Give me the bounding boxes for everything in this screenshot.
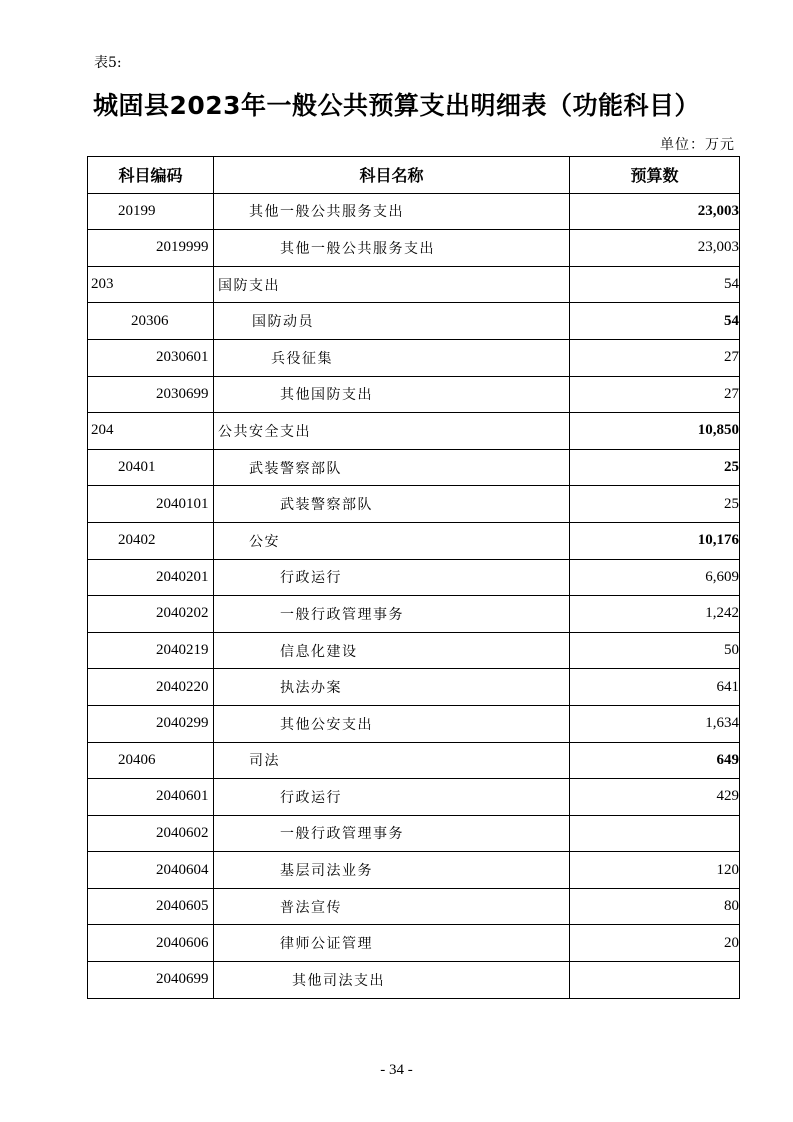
table-row (88, 230, 740, 267)
table-row (88, 266, 740, 303)
table-row (88, 449, 740, 486)
table-label: 表5: (94, 55, 122, 71)
row-code: 2040699 (88, 962, 214, 999)
row-amount: 54 (570, 303, 740, 340)
row-code: 2040201 (88, 559, 214, 596)
row-code: 203 (88, 266, 214, 303)
row-code: 2040202 (88, 596, 214, 633)
row-name: 行政运行 (214, 779, 570, 816)
header-amount: 预算数 (570, 157, 740, 194)
row-code: 2040606 (88, 925, 214, 962)
page-number: - 34 - (380, 1062, 413, 1078)
row-name: 其他一般公共服务支出 (214, 193, 570, 230)
row-name: 其他公安支出 (214, 705, 570, 742)
page-title: 城固县2023年一般公共预算支出明细表（功能科目） (92, 91, 701, 120)
row-amount: 6,609 (570, 559, 740, 596)
table-row (88, 413, 740, 450)
header-code: 科目编码 (88, 157, 214, 194)
table-row (88, 339, 740, 376)
row-code: 20402 (88, 522, 214, 559)
row-name: 其他一般公共服务支出 (214, 230, 570, 267)
row-name: 一般行政管理事务 (214, 815, 570, 852)
table-row (88, 632, 740, 669)
row-code: 2030699 (88, 376, 214, 413)
row-name: 武装警察部队 (214, 486, 570, 523)
row-code: 2040220 (88, 669, 214, 706)
row-amount: 649 (570, 742, 740, 779)
row-amount (570, 815, 740, 852)
row-amount: 25 (570, 486, 740, 523)
row-amount: 429 (570, 779, 740, 816)
table-row (88, 559, 740, 596)
table-header-row (88, 157, 740, 194)
row-name: 国防支出 (214, 266, 570, 303)
row-code: 20199 (88, 193, 214, 230)
table-row (88, 193, 740, 230)
table-row (88, 925, 740, 962)
row-amount: 25 (570, 449, 740, 486)
row-amount: 50 (570, 632, 740, 669)
row-name: 信息化建设 (214, 632, 570, 669)
table-row (88, 303, 740, 340)
row-code: 2040219 (88, 632, 214, 669)
row-amount: 1,242 (570, 596, 740, 633)
row-name: 一般行政管理事务 (214, 596, 570, 633)
row-code: 2040604 (88, 852, 214, 889)
table-row (88, 888, 740, 925)
row-amount: 54 (570, 266, 740, 303)
table-row (88, 705, 740, 742)
table-row (88, 962, 740, 999)
row-amount (570, 962, 740, 999)
row-name: 其他国防支出 (214, 376, 570, 413)
row-name: 武装警察部队 (214, 449, 570, 486)
row-name: 司法 (214, 742, 570, 779)
table-row (88, 522, 740, 559)
row-code: 2040299 (88, 705, 214, 742)
row-code: 20406 (88, 742, 214, 779)
row-code: 20401 (88, 449, 214, 486)
table-row (88, 742, 740, 779)
row-name: 行政运行 (214, 559, 570, 596)
row-name: 兵役征集 (214, 339, 570, 376)
row-code: 2040601 (88, 779, 214, 816)
unit-label: 单位：万元 (660, 137, 735, 153)
row-name: 国防动员 (214, 303, 570, 340)
row-name: 基层司法业务 (214, 852, 570, 889)
row-code: 2040602 (88, 815, 214, 852)
row-code: 2019999 (88, 230, 214, 267)
row-amount: 27 (570, 376, 740, 413)
row-name: 普法宣传 (214, 888, 570, 925)
table-row (88, 486, 740, 523)
row-name: 其他司法支出 (214, 962, 570, 999)
row-amount: 20 (570, 925, 740, 962)
row-amount: 23,003 (570, 230, 740, 267)
row-amount: 120 (570, 852, 740, 889)
row-code: 2040101 (88, 486, 214, 523)
row-name: 律师公证管理 (214, 925, 570, 962)
row-amount: 1,634 (570, 705, 740, 742)
row-amount: 23,003 (570, 193, 740, 230)
table-row (88, 779, 740, 816)
row-code: 20306 (88, 303, 214, 340)
row-name: 执法办案 (214, 669, 570, 706)
row-amount: 10,176 (570, 522, 740, 559)
header-name: 科目名称 (214, 157, 570, 194)
table-row (88, 596, 740, 633)
row-code: 2040605 (88, 888, 214, 925)
row-code: 2030601 (88, 339, 214, 376)
table-row (88, 669, 740, 706)
row-amount: 80 (570, 888, 740, 925)
budget-table (87, 156, 740, 999)
table-row (88, 376, 740, 413)
table-row (88, 815, 740, 852)
row-amount: 27 (570, 339, 740, 376)
table-row (88, 852, 740, 889)
row-name: 公安 (214, 522, 570, 559)
row-amount: 10,850 (570, 413, 740, 450)
row-amount: 641 (570, 669, 740, 706)
row-name: 公共安全支出 (214, 413, 570, 450)
row-code: 204 (88, 413, 214, 450)
